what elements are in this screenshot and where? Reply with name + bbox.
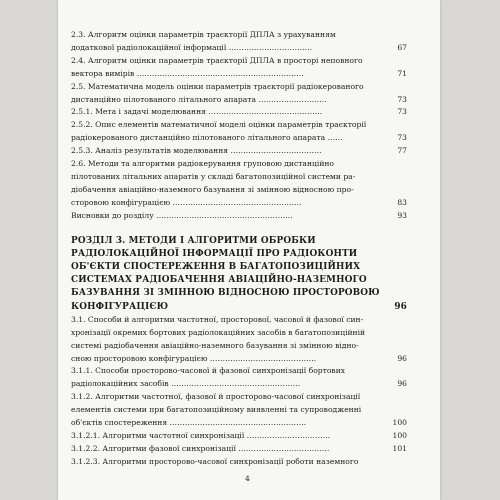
toc-entry-page: 71	[397, 68, 407, 78]
toc-entry-text: 2.5.1. Мета і задачі моделювання ………………………………………	[71, 107, 323, 117]
toc-entry-text: 3.1. Способи й алгоритми частотної, просторової, часової й фазової син- хронізації окремих бортових радіолокаційних засобів в багатопозиційній системі радіобачення авіаційно-наземного базування зі змінною відно- сною просторовою конфігурацією ……………………………………	[71, 314, 366, 363]
toc-entry-text: 3.1.2. Алгоритми частотної, фазової й просторово-часової синхронізації елементів системи при багатопозиційному виявленні та супроводженні об'єктів спостереження ………………………………………………	[71, 392, 362, 428]
section-page: 96	[394, 301, 407, 312]
section-title: РОЗДІЛ 3. МЕТОДИ І АЛГОРИТМИ ОБРОБКИ РАДІОЛОКАЦІЙНОЇ ІНФОРМАЦІЇ ПРО РАДІОКОНТИ ОБ'ЄКТИ СПОСТЕРЕЖЕННЯ В БАГАТОПОЗИЦІЙНИХ СИСТЕМАХ РАДІОБАЧЕННЯ АВІАЦІЙНО-НАЗЕМНОГО БАЗУВАННЯ ЗІ ЗМІННОЮ ВІДНОСНОЮ ПРОСТОРОВОЮ КОНФІГУРАЦІЄЮ	[71, 235, 380, 312]
toc-entry-page: 73	[397, 133, 407, 143]
toc-entry-3-1[interactable]	[71, 314, 407, 366]
toc-section-heading[interactable]	[71, 235, 407, 314]
toc-entry-page: 96	[397, 353, 407, 363]
toc-entry-3-1-2-2[interactable]	[71, 443, 407, 456]
toc-entry-page: 83	[397, 197, 407, 207]
toc-entry-3-1-2-3[interactable]	[71, 456, 407, 469]
toc-entry-2-5-3[interactable]	[71, 145, 407, 158]
toc-entry-2-5-2[interactable]	[71, 119, 407, 145]
toc-entry-text: Висновки до розділу ………………………………………………	[71, 210, 293, 220]
toc-entry-page: 73	[397, 107, 407, 117]
toc-entry-page: 101	[392, 443, 407, 453]
toc-entry-conclusions[interactable]	[71, 210, 407, 223]
toc-entry-page: 67	[397, 42, 407, 52]
toc-entry-text: 3.1.2.1. Алгоритми частотної синхронізації ……………………………	[71, 430, 331, 440]
toc-entry-text: 2.6. Методи та алгоритми радіокерування груповою дистанційно пілотованих літальних апаратів у складі багатопозиційної системи ра- діобачення авіаційно-наземного базування зі змінною відносною про- сторовою конфігурацією ……………………………………………	[71, 159, 356, 207]
toc-entry-2-4[interactable]	[71, 55, 407, 81]
toc-entry-text: 2.3. Алгоритм оцінки параметрів траєкторії ДПЛА з урахуванням додаткової радіолокаційної інформації ……………………………	[71, 30, 336, 52]
toc-entry-3-1-2[interactable]	[71, 391, 407, 430]
toc-entry-text: 2.4. Алгоритм оцінки параметрів траєкторії ДПЛА в просторі неповного вектора вимірів …………………………………………………………	[71, 55, 363, 78]
toc-entry-3-1-1[interactable]	[71, 365, 407, 391]
toc-entry-text: 2.5. Математична модель оцінки параметрів траєкторії радіокерованого дистанційно пілотованого літального апарата ………………………	[71, 81, 364, 104]
toc-entry-2-5-1[interactable]	[71, 106, 407, 119]
toc-entry-text: 2.5.2. Опис елементів математичної моделі оцінки параметрів траєкторії радіокерованого дистанційно пілотованого літального апарата ……	[71, 120, 367, 143]
toc-entry-page: 100	[392, 418, 407, 428]
toc-entry-2-6[interactable]	[71, 158, 407, 210]
toc-entry-page: 100	[392, 430, 407, 440]
page-number: 4	[245, 474, 250, 483]
toc-entry-page: 73	[397, 94, 407, 104]
toc-entry-2-5[interactable]	[71, 81, 407, 107]
table-of-contents	[71, 29, 407, 469]
toc-entry-text: 3.1.2.2. Алгоритми фазової синхронізації ………………………………	[71, 443, 330, 453]
toc-entry-2-3[interactable]	[71, 29, 407, 55]
toc-entry-text: 3.1.1. Способи просторово-часової й фазової синхронізації бортових радіолокаційних засобів ……………………………………………	[71, 366, 346, 389]
toc-entry-text: 3.1.2.3. Алгоритми просторово-часової синхронізації роботи наземного	[71, 456, 359, 466]
toc-entry-page: 96	[397, 379, 407, 389]
toc-entry-page: 93	[397, 210, 407, 220]
toc-entry-3-1-2-1[interactable]	[71, 430, 407, 443]
toc-entry-text: 2.5.3. Аналіз результатів моделювання ………………………………	[71, 146, 322, 156]
toc-entry-page: 77	[397, 146, 407, 156]
